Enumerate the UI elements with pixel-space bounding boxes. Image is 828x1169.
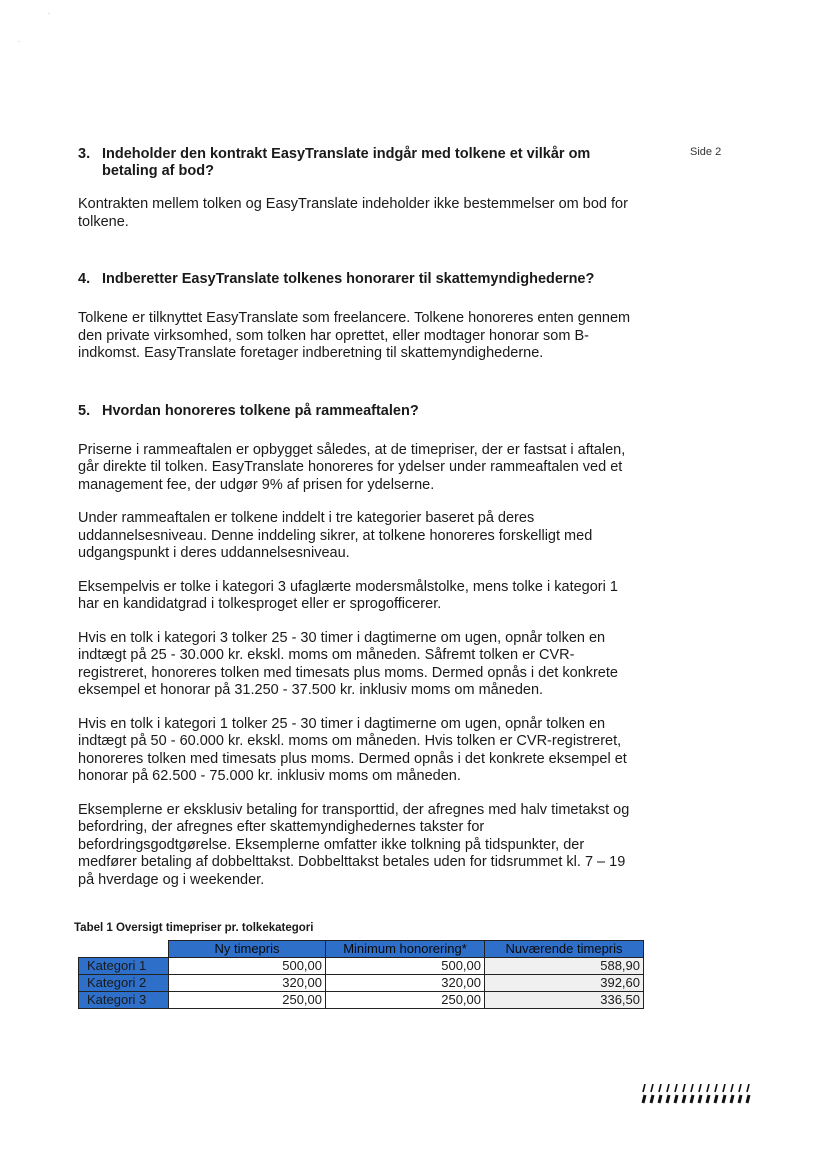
table-header-row [79, 941, 644, 958]
table-corner-cell [79, 941, 169, 958]
cell-value: 250,00 [169, 992, 326, 1009]
header-new-rate: Ny timepris [169, 941, 326, 958]
row-label: Kategori 3 [79, 992, 169, 1009]
section-number: 3. [78, 146, 91, 162]
section-number: 4. [78, 271, 91, 287]
barcode-graphic [640, 1084, 752, 1104]
paragraph: Hvis en tolk i kategori 3 tolker 25 - 30 timer i dagtimerne om ugen, opnår tolken en indtægt på 25 - 30.000 kr. ekskl. moms om måneden. Såfremt tolken er CVR-registreret, honoreres tolken med timesats plus moms. Dermed opnås i det konkrete eksempel et honorar på 31.250 - 37.500 kr. inklusiv moms om måneden. [78, 629, 618, 698]
page-number: Side 2 [690, 146, 722, 158]
section-title: Indeholder den kontrakt EasyTranslate indgår med tolkene et vilkår om betaling af bod? [102, 146, 591, 179]
table-caption: Tabel 1 Oversigt timepriser pr. tolkekategori [74, 922, 314, 934]
cell-value: 392,60 [485, 975, 644, 992]
paragraph: Tolkene er tilknyttet EasyTranslate som freelancere. Tolkene honoreres enten gennem den private virksomhed, som tolken har oprettet, eller modtager honorar som B-indkomst. EasyTranslate foretager indberetning til skattemyndighederne. [78, 310, 631, 361]
table-row [79, 975, 644, 992]
cell-value: 588,90 [485, 958, 644, 975]
paragraph: Eksempelvis er tolke i kategori 3 ufaglærte modersmålstolke, mens tolke i kategori 1 har en kandidatgrad i tolkesproget eller er sprogofficerer. [78, 578, 618, 612]
paragraph: Kontrakten mellem tolken og EasyTranslate indeholder ikke bestemmelser om bod for tolkene. [78, 196, 628, 230]
price-table [78, 940, 644, 1009]
document-body [78, 146, 634, 889]
cell-value: 500,00 [326, 958, 485, 975]
cell-value: 336,50 [485, 992, 644, 1009]
cell-value: 250,00 [326, 992, 485, 1009]
section-heading-5 [78, 403, 634, 420]
cell-value: 320,00 [326, 975, 485, 992]
paragraph: Hvis en tolk i kategori 1 tolker 25 - 30 timer i dagtimerne om ugen, opnår tolken en indtægt på 50 - 60.000 kr. ekskl. moms om måneden. Hvis tolken er CVR-registreret, honoreres tolken med timesats plus moms. Dermed opnås i det konkrete eksempel et honorar på 62.500 - 75.000 kr. inklusiv moms om måneden. [78, 715, 627, 784]
cell-value: 320,00 [169, 975, 326, 992]
paragraph: Priserne i rammeaftalen er opbygget således, at de timepriser, der er fastsat i aftalen, går direkte til tolken. EasyTranslate honoreres for ydelser under rammeaftalen ved et management fee, der udgør 9% af prisen for ydelserne. [78, 441, 626, 493]
cell-value: 500,00 [169, 958, 326, 975]
section-title: Hvordan honoreres tolkene på rammeaftalen? [102, 402, 419, 419]
row-label: Kategori 1 [79, 958, 169, 975]
row-label: Kategori 2 [79, 975, 169, 992]
header-minimum-fee: Minimum honorering* [326, 941, 485, 958]
header-current-rate: Nuværende timepris [485, 941, 644, 958]
scan-speck: ˙ [48, 12, 51, 21]
paragraph: Eksemplerne er eksklusiv betaling for transporttid, der afregnes med halv timetakst og befordring, der afregnes efter skattemyndighedernes takster for befordringsgodtgørelse. Eksemplerne omfatter ikke tolkning på tidspunkter, der medfører betaling af dobbelttakst. Dobbelttakst betales uden for tidsrummet kl. 7 – 19 på hverdage og i weekender. [78, 801, 630, 888]
section-title: Indberetter EasyTranslate tolkenes honorarer til skattemyndighederne? [102, 271, 595, 287]
table-row [79, 992, 644, 1009]
table-row [79, 958, 644, 975]
scan-speck: ˙ [18, 40, 21, 49]
barcode-icon [640, 1084, 752, 1106]
section-heading-3 [78, 146, 634, 180]
paragraph: Under rammeaftalen er tolkene inddelt i tre kategorier baseret på deres uddannelsesniveau. Denne inddeling sikrer, at tolkene honoreres forskelligt med udgangspunkt i deres uddannelsesniveau. [78, 510, 593, 561]
section-heading-4 [78, 271, 634, 288]
section-number: 5. [78, 402, 91, 419]
